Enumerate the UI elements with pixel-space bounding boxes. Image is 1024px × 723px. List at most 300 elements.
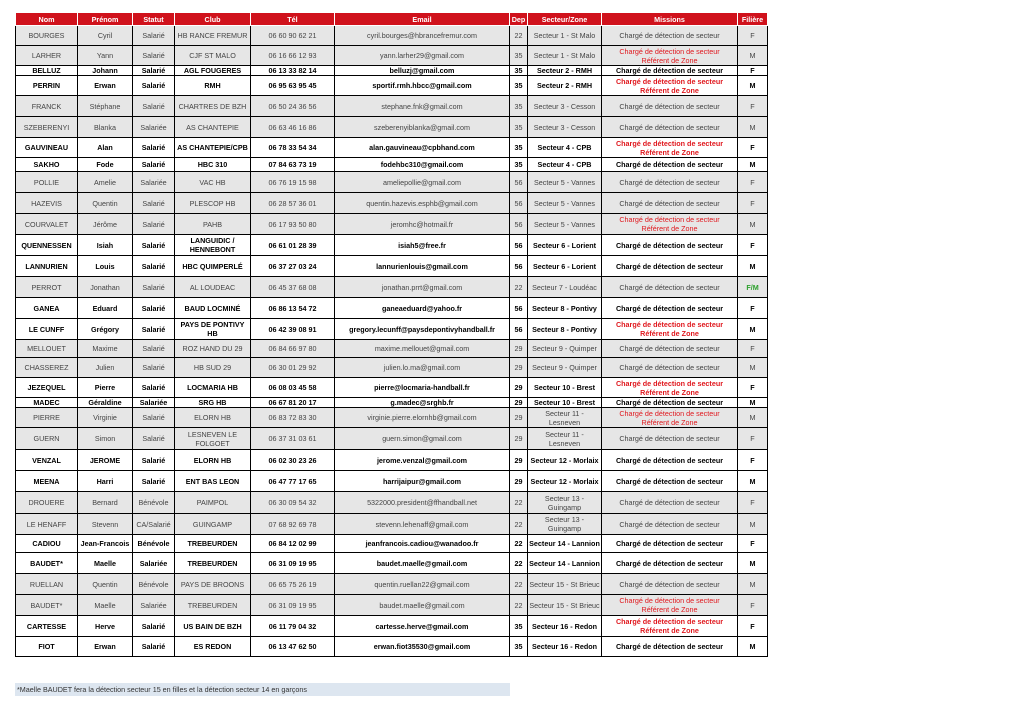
- cell-secteur: Secteur 3 - Cesson: [528, 117, 602, 138]
- cell-statut: Salarié: [133, 277, 175, 298]
- cell-club: PAIMPOL: [175, 492, 251, 514]
- cell-statut: Salariée: [133, 172, 175, 193]
- cell-prenom: Virginie: [78, 408, 133, 428]
- cell-prenom: Alan: [78, 138, 133, 158]
- cell-tel: 06 16 66 12 93: [251, 46, 335, 66]
- cell-prenom: Stéphane: [78, 96, 133, 117]
- cell-nom: QUENNESSEN: [16, 235, 78, 256]
- cell-prenom: Harri: [78, 471, 133, 492]
- cell-tel: 06 61 01 28 39: [251, 235, 335, 256]
- cell-tel: 06 84 12 02 99: [251, 535, 335, 553]
- cell-filiere: F: [738, 428, 768, 450]
- cell-mission: Chargé de détection de secteur: [602, 428, 738, 450]
- staff-table: [15, 12, 768, 657]
- cell-secteur: Secteur 4 - CPB: [528, 138, 602, 158]
- cell-tel: 06 84 66 97 80: [251, 340, 335, 358]
- cell-club: PAYS DE PONTIVY HB: [175, 319, 251, 340]
- cell-statut: Salarié: [133, 256, 175, 277]
- cell-statut: Salarié: [133, 138, 175, 158]
- cell-filiere: M: [738, 574, 768, 595]
- cell-tel: 06 60 90 62 21: [251, 26, 335, 46]
- cell-statut: Salarié: [133, 46, 175, 66]
- cell-filiere: M: [738, 553, 768, 574]
- footnote: *Maelle BAUDET fera la détection secteur 15 en filles et la détection secteur 14 en garçons: [15, 683, 510, 696]
- cell-prenom: Jonathan: [78, 277, 133, 298]
- cell-filiere: M: [738, 214, 768, 235]
- cell-secteur: Secteur 1 - St Malo: [528, 26, 602, 46]
- header-cell: Email: [335, 13, 510, 26]
- cell-filiere: F: [738, 298, 768, 319]
- header-cell: Filière: [738, 13, 768, 26]
- cell-email: lannurienlouis@gmail.com: [335, 256, 510, 277]
- table-row: [16, 637, 768, 657]
- cell-statut: Salariée: [133, 553, 175, 574]
- cell-prenom: JEROME: [78, 450, 133, 471]
- cell-tel: 06 67 81 20 17: [251, 398, 335, 408]
- cell-mission: Chargé de détection de secteur: [602, 66, 738, 76]
- cell-club: PAYS DE BROONS: [175, 574, 251, 595]
- cell-filiere: M: [738, 471, 768, 492]
- cell-mission: Chargé de détection de secteur: [602, 96, 738, 117]
- cell-nom: MELLOUET: [16, 340, 78, 358]
- cell-email: cartesse.herve@gmail.com: [335, 616, 510, 637]
- cell-filiere: F: [738, 450, 768, 471]
- cell-tel: 06 11 79 04 32: [251, 616, 335, 637]
- cell-dep: 29: [510, 450, 528, 471]
- cell-dep: 35: [510, 637, 528, 657]
- table-row: [16, 66, 768, 76]
- cell-prenom: Jérôme: [78, 214, 133, 235]
- table-row: [16, 277, 768, 298]
- mission-referent: Référent de Zone: [641, 417, 698, 427]
- cell-email: jeromhc@hotmail.fr: [335, 214, 510, 235]
- cell-email: guern.simon@gmail.com: [335, 428, 510, 450]
- cell-prenom: Louis: [78, 256, 133, 277]
- cell-secteur: Secteur 2 - RMH: [528, 66, 602, 76]
- cell-tel: 06 42 39 08 91: [251, 319, 335, 340]
- cell-secteur: Secteur 13 - Guingamp: [528, 492, 602, 514]
- cell-email: baudet.maelle@gmail.com: [335, 553, 510, 574]
- cell-filiere: F: [738, 492, 768, 514]
- cell-prenom: Maxime: [78, 340, 133, 358]
- cell-statut: Salarié: [133, 193, 175, 214]
- cell-nom: VENZAL: [16, 450, 78, 471]
- cell-tel: 06 95 63 95 45: [251, 76, 335, 96]
- cell-dep: 22: [510, 26, 528, 46]
- cell-secteur: Secteur 8 - Pontivy: [528, 298, 602, 319]
- cell-nom: FRANCK: [16, 96, 78, 117]
- cell-club: ES REDON: [175, 637, 251, 657]
- cell-club: GUINGAMP: [175, 514, 251, 535]
- cell-prenom: Quentin: [78, 574, 133, 595]
- cell-mission: Chargé de détection de secteur: [602, 172, 738, 193]
- cell-statut: CA/Salarié: [133, 514, 175, 535]
- cell-club: HBC QUIMPERLÉ: [175, 256, 251, 277]
- cell-nom: COURVALET: [16, 214, 78, 235]
- cell-email: yann.larher29@gmail.com: [335, 46, 510, 66]
- cell-prenom: Cyril: [78, 26, 133, 46]
- cell-secteur: Secteur 7 - Loudéac: [528, 277, 602, 298]
- mission-referent: Référent de Zone: [641, 224, 698, 233]
- cell-club: HB RANCE FREMUR: [175, 26, 251, 46]
- cell-dep: 35: [510, 66, 528, 76]
- header-cell: Tél: [251, 13, 335, 26]
- cell-email: stevenn.lehenaff@gmail.com: [335, 514, 510, 535]
- cell-nom: BAUDET*: [16, 595, 78, 616]
- cell-secteur: Secteur 3 - Cesson: [528, 96, 602, 117]
- cell-club: AL LOUDEAC: [175, 277, 251, 298]
- cell-tel: 06 86 13 54 72: [251, 298, 335, 319]
- table-row: [16, 340, 768, 358]
- cell-secteur: Secteur 5 - Vannes: [528, 193, 602, 214]
- cell-secteur: Secteur 1 - St Malo: [528, 46, 602, 66]
- cell-dep: 56: [510, 256, 528, 277]
- cell-club: AS CHANTEPIE: [175, 117, 251, 138]
- cell-prenom: Grégory: [78, 319, 133, 340]
- cell-statut: Salarié: [133, 450, 175, 471]
- table-row: [16, 471, 768, 492]
- cell-mission: [602, 214, 738, 235]
- cell-nom: SZEBERENYI: [16, 117, 78, 138]
- cell-prenom: Johann: [78, 66, 133, 76]
- cell-tel: 06 76 19 15 98: [251, 172, 335, 193]
- cell-email: jonathan.prrt@gmail.com: [335, 277, 510, 298]
- cell-statut: Salarié: [133, 76, 175, 96]
- cell-statut: Salariée: [133, 595, 175, 616]
- cell-email: szeberenyiblanka@gmail.com: [335, 117, 510, 138]
- cell-dep: 35: [510, 158, 528, 172]
- cell-dep: 35: [510, 138, 528, 158]
- table-row: [16, 76, 768, 96]
- cell-dep: 35: [510, 117, 528, 138]
- cell-mission: Chargé de détection de secteur: [602, 574, 738, 595]
- cell-filiere: M: [738, 358, 768, 378]
- cell-secteur: Secteur 10 - Brest: [528, 378, 602, 398]
- cell-prenom: Isiah: [78, 235, 133, 256]
- cell-email: maxime.mellouet@gmail.com: [335, 340, 510, 358]
- cell-dep: 29: [510, 428, 528, 450]
- cell-prenom: Simon: [78, 428, 133, 450]
- table-row: [16, 398, 768, 408]
- cell-statut: Bénévole: [133, 535, 175, 553]
- cell-email: cyril.bourges@hbrancefremur.com: [335, 26, 510, 46]
- mission-primary: Chargé de détection de secteur: [615, 378, 724, 388]
- cell-club: LANGUIDIC / HENNEBONT: [175, 235, 251, 256]
- cell-nom: HAZEVIS: [16, 193, 78, 214]
- mission-primary: Chargé de détection de secteur: [619, 215, 720, 224]
- cell-email: alan.gauvineau@cpbhand.com: [335, 138, 510, 158]
- cell-tel: 06 37 31 03 61: [251, 428, 335, 450]
- cell-dep: 35: [510, 616, 528, 637]
- cell-mission: Chargé de détection de secteur: [602, 277, 738, 298]
- cell-dep: 22: [510, 514, 528, 535]
- cell-prenom: Géraldine: [78, 398, 133, 408]
- cell-tel: 06 31 09 19 95: [251, 595, 335, 616]
- cell-secteur: Secteur 10 - Brest: [528, 398, 602, 408]
- cell-club: HBC 310: [175, 158, 251, 172]
- cell-email: virginie.pierre.elornhb@gmail.com: [335, 408, 510, 428]
- cell-tel: 06 08 03 45 58: [251, 378, 335, 398]
- cell-dep: 56: [510, 214, 528, 235]
- cell-secteur: Secteur 8 - Pontivy: [528, 319, 602, 340]
- cell-tel: 06 37 27 03 24: [251, 256, 335, 277]
- mission-referent: Référent de Zone: [640, 147, 699, 157]
- cell-club: PAHB: [175, 214, 251, 235]
- cell-nom: DROUERE: [16, 492, 78, 514]
- cell-statut: Bénévole: [133, 574, 175, 595]
- mission-primary: Chargé de détection de secteur: [615, 76, 724, 86]
- cell-dep: 35: [510, 46, 528, 66]
- cell-dep: 22: [510, 492, 528, 514]
- cell-email: ganeaeduard@yahoo.fr: [335, 298, 510, 319]
- cell-statut: Salarié: [133, 158, 175, 172]
- cell-mission: Chargé de détection de secteur: [602, 553, 738, 574]
- table-row: [16, 595, 768, 616]
- table-row: [16, 378, 768, 398]
- cell-tel: 06 13 47 62 50: [251, 637, 335, 657]
- cell-club: TREBEURDEN: [175, 553, 251, 574]
- cell-prenom: Amelie: [78, 172, 133, 193]
- mission-referent: Référent de Zone: [641, 605, 698, 614]
- table-row: [16, 358, 768, 378]
- cell-prenom: Maelle: [78, 595, 133, 616]
- cell-tel: 06 30 01 29 92: [251, 358, 335, 378]
- header-cell: Club: [175, 13, 251, 26]
- cell-club: BAUD LOCMINÉ: [175, 298, 251, 319]
- mission-referent: Référent de Zone: [640, 85, 699, 95]
- cell-nom: BAUDET*: [16, 553, 78, 574]
- cell-email: belluzj@gmail.com: [335, 66, 510, 76]
- cell-mission: Chargé de détection de secteur: [602, 398, 738, 408]
- table-row: [16, 553, 768, 574]
- mission-primary: Chargé de détection de secteur: [615, 617, 724, 626]
- cell-filiere: M: [738, 158, 768, 172]
- cell-nom: GUERN: [16, 428, 78, 450]
- cell-email: quentin.hazevis.esphb@gmail.com: [335, 193, 510, 214]
- mission-referent: Référent de Zone: [641, 55, 698, 65]
- cell-filiere: M: [738, 637, 768, 657]
- cell-mission: [602, 616, 738, 637]
- cell-nom: JEZEQUEL: [16, 378, 78, 398]
- cell-mission: Chargé de détection de secteur: [602, 158, 738, 172]
- table-row: [16, 492, 768, 514]
- cell-dep: 29: [510, 471, 528, 492]
- cell-tel: 06 13 33 82 14: [251, 66, 335, 76]
- cell-nom: BELLUZ: [16, 66, 78, 76]
- cell-mission: Chargé de détection de secteur: [602, 514, 738, 535]
- header-cell: Dep: [510, 13, 528, 26]
- cell-statut: Salarié: [133, 471, 175, 492]
- cell-nom: CARTESSE: [16, 616, 78, 637]
- cell-mission: [602, 408, 738, 428]
- table-row: [16, 138, 768, 158]
- cell-tel: 06 28 57 36 01: [251, 193, 335, 214]
- cell-tel: 06 47 77 17 65: [251, 471, 335, 492]
- cell-nom: PERRIN: [16, 76, 78, 96]
- cell-email: isiah5@free.fr: [335, 235, 510, 256]
- cell-club: AGL FOUGERES: [175, 66, 251, 76]
- cell-nom: FIOT: [16, 637, 78, 657]
- table-body: [16, 26, 768, 657]
- cell-statut: Salarié: [133, 214, 175, 235]
- cell-statut: Salariée: [133, 398, 175, 408]
- table-row: [16, 514, 768, 535]
- table-row: [16, 235, 768, 256]
- cell-mission: Chargé de détection de secteur: [602, 358, 738, 378]
- mission-primary: Chargé de détection de secteur: [615, 138, 724, 148]
- cell-secteur: Secteur 14 - Lannion: [528, 535, 602, 553]
- cell-filiere: M: [738, 408, 768, 428]
- cell-email: g.madec@srghb.fr: [335, 398, 510, 408]
- table-row: [16, 26, 768, 46]
- cell-club: TREBEURDEN: [175, 535, 251, 553]
- cell-tel: 06 30 09 54 32: [251, 492, 335, 514]
- cell-statut: Salarié: [133, 378, 175, 398]
- cell-club: ENT BAS LEON: [175, 471, 251, 492]
- cell-nom: CADIOU: [16, 535, 78, 553]
- cell-email: jeanfrancois.cadiou@wanadoo.fr: [335, 535, 510, 553]
- header-cell: Nom: [16, 13, 78, 26]
- cell-tel: 06 50 24 36 56: [251, 96, 335, 117]
- cell-tel: 06 17 93 50 80: [251, 214, 335, 235]
- table-row: [16, 408, 768, 428]
- cell-nom: LANNURIEN: [16, 256, 78, 277]
- cell-nom: POLLIE: [16, 172, 78, 193]
- cell-secteur: Secteur 6 - Lorient: [528, 256, 602, 277]
- cell-secteur: Secteur 12 - Morlaix: [528, 450, 602, 471]
- cell-dep: 56: [510, 235, 528, 256]
- cell-mission: Chargé de détection de secteur: [602, 340, 738, 358]
- cell-email: stephane.fnk@gmail.com: [335, 96, 510, 117]
- mission-referent: Référent de Zone: [640, 626, 699, 635]
- cell-statut: Salarié: [133, 96, 175, 117]
- mission-primary: Chargé de détection de secteur: [619, 596, 720, 605]
- cell-club: ROZ HAND DU 29: [175, 340, 251, 358]
- cell-mission: Chargé de détection de secteur: [602, 450, 738, 471]
- cell-secteur: Secteur 9 - Quimper: [528, 358, 602, 378]
- cell-filiere: M: [738, 76, 768, 96]
- cell-email: harrijaipur@gmail.com: [335, 471, 510, 492]
- cell-filiere: M: [738, 46, 768, 66]
- cell-club: TREBEURDEN: [175, 595, 251, 616]
- cell-tel: 06 78 33 54 34: [251, 138, 335, 158]
- cell-filiere: F: [738, 535, 768, 553]
- cell-secteur: Secteur 13 - Guingamp: [528, 514, 602, 535]
- cell-club: ELORN HB: [175, 450, 251, 471]
- cell-dep: 35: [510, 76, 528, 96]
- table-row: [16, 574, 768, 595]
- cell-mission: Chargé de détection de secteur: [602, 235, 738, 256]
- table-row: [16, 319, 768, 340]
- cell-statut: Salarié: [133, 428, 175, 450]
- cell-dep: 56: [510, 319, 528, 340]
- cell-dep: 56: [510, 172, 528, 193]
- cell-dep: 29: [510, 378, 528, 398]
- cell-prenom: Herve: [78, 616, 133, 637]
- cell-filiere: M: [738, 117, 768, 138]
- mission-referent: Référent de Zone: [640, 329, 699, 338]
- table-row: [16, 616, 768, 637]
- cell-mission: Chargé de détection de secteur: [602, 471, 738, 492]
- cell-secteur: Secteur 5 - Vannes: [528, 214, 602, 235]
- cell-dep: 56: [510, 298, 528, 319]
- mission-primary: Chargé de détection de secteur: [619, 46, 720, 56]
- cell-secteur: Secteur 16 - Redon: [528, 616, 602, 637]
- cell-email: sportif.rmh.hbcc@gmail.com: [335, 76, 510, 96]
- cell-prenom: Erwan: [78, 76, 133, 96]
- header-cell: Missions: [602, 13, 738, 26]
- header-cell: Secteur/Zone: [528, 13, 602, 26]
- cell-statut: Salarié: [133, 66, 175, 76]
- cell-email: fodehbc310@gmail.com: [335, 158, 510, 172]
- cell-email: baudet.maelle@gmail.com: [335, 595, 510, 616]
- cell-mission: [602, 595, 738, 616]
- table-row: [16, 428, 768, 450]
- cell-secteur: Secteur 16 - Redon: [528, 637, 602, 657]
- cell-email: ameliepollie@gmail.com: [335, 172, 510, 193]
- cell-nom: RUELLAN: [16, 574, 78, 595]
- cell-filiere: F: [738, 96, 768, 117]
- cell-filiere: M: [738, 256, 768, 277]
- cell-secteur: Secteur 12 - Morlaix: [528, 471, 602, 492]
- cell-club: LESNEVEN LE FOLGOET: [175, 428, 251, 450]
- cell-club: CJF ST MALO: [175, 46, 251, 66]
- cell-dep: 29: [510, 358, 528, 378]
- cell-statut: Salarié: [133, 319, 175, 340]
- cell-tel: 06 65 75 26 19: [251, 574, 335, 595]
- table-row: [16, 172, 768, 193]
- cell-statut: Salarié: [133, 26, 175, 46]
- cell-secteur: Secteur 5 - Vannes: [528, 172, 602, 193]
- cell-mission: Chargé de détection de secteur: [602, 26, 738, 46]
- cell-mission: Chargé de détection de secteur: [602, 492, 738, 514]
- cell-filiere: F: [738, 193, 768, 214]
- cell-club: HB SUD 29: [175, 358, 251, 378]
- cell-dep: 29: [510, 408, 528, 428]
- cell-filiere: F: [738, 378, 768, 398]
- cell-statut: Salarié: [133, 408, 175, 428]
- cell-nom: PIERRE: [16, 408, 78, 428]
- mission-referent: Référent de Zone: [640, 387, 699, 397]
- cell-prenom: Maelle: [78, 553, 133, 574]
- cell-nom: MADEC: [16, 398, 78, 408]
- cell-mission: [602, 46, 738, 66]
- cell-filiere: F: [738, 138, 768, 158]
- cell-dep: 22: [510, 553, 528, 574]
- cell-statut: Salarié: [133, 358, 175, 378]
- header-cell: Prénom: [78, 13, 133, 26]
- cell-nom: PERROT: [16, 277, 78, 298]
- cell-statut: Salarié: [133, 637, 175, 657]
- cell-nom: LE HENAFF: [16, 514, 78, 535]
- cell-tel: 06 63 46 16 86: [251, 117, 335, 138]
- cell-prenom: Blanka: [78, 117, 133, 138]
- cell-tel: 07 68 92 69 78: [251, 514, 335, 535]
- table-row: [16, 450, 768, 471]
- cell-mission: Chargé de détection de secteur: [602, 256, 738, 277]
- cell-filiere: F: [738, 235, 768, 256]
- header-row: [16, 13, 768, 26]
- table-row: [16, 214, 768, 235]
- cell-mission: [602, 138, 738, 158]
- cell-prenom: Fode: [78, 158, 133, 172]
- table-row: [16, 46, 768, 66]
- cell-dep: 22: [510, 595, 528, 616]
- cell-filiere: F/M: [738, 277, 768, 298]
- cell-prenom: Jean-Francois: [78, 535, 133, 553]
- cell-filiere: F: [738, 26, 768, 46]
- cell-filiere: F: [738, 172, 768, 193]
